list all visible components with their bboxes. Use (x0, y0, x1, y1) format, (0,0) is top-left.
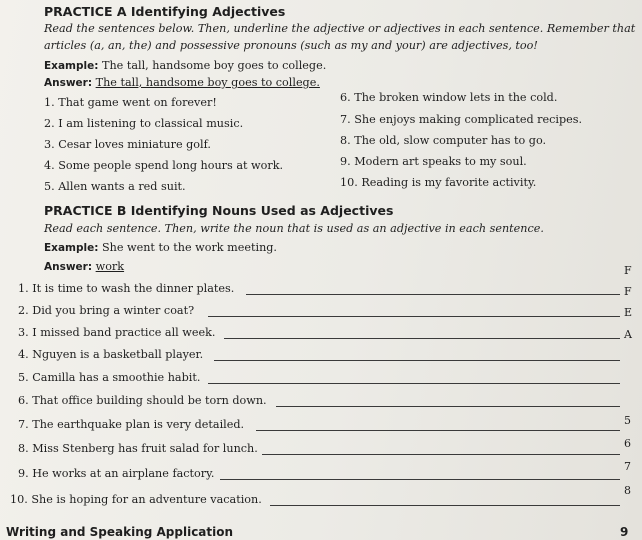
practice-a-example (44, 59, 326, 72)
practice-b-example (44, 241, 277, 254)
practice-b-item-5: 5. Camilla has a smoothie habit. (18, 371, 201, 384)
example-text: She went to the work meeting. (101, 241, 277, 254)
answer-line-2[interactable] (208, 316, 620, 317)
practice-a-item-10: 10. Reading is my favorite activity. (340, 176, 537, 189)
answer-line-3[interactable] (224, 338, 620, 339)
example-label: Example: (44, 60, 99, 72)
answer-line-6[interactable] (276, 406, 620, 407)
practice-a-item-2: 2. I am listening to classical music. (44, 117, 244, 130)
answer-line-1[interactable] (246, 294, 620, 295)
answer-line-5[interactable] (208, 383, 620, 384)
edge-glyph-8: 6 (624, 437, 631, 450)
edge-glyph-9: 7 (624, 460, 631, 473)
footer-section-title: Writing and Speaking Application (6, 525, 234, 539)
practice-b-instructions: Read each sentence. Then, write the noun that is used as an adjective in each sentence. (44, 222, 544, 235)
example-text: The tall, handsome boy goes to college. (101, 59, 327, 72)
practice-a-item-3: 3. Cesar loves miniature golf. (44, 138, 211, 151)
practice-a-heading: PRACTICE A Identifying Adjectives (44, 4, 286, 19)
edge-glyph-7: 5 (624, 414, 631, 427)
practice-a-item-8: 8. The old, slow computer has to go. (340, 134, 547, 147)
answer-label: Answer: (44, 261, 93, 273)
answer-line-4[interactable] (214, 360, 620, 361)
practice-a-item-5: 5. Allen wants a red suit. (44, 180, 186, 193)
answer-label: Answer: (44, 77, 93, 89)
example-label: Example: (44, 242, 99, 254)
answer-line-9[interactable] (220, 479, 620, 480)
answer-text: work (95, 260, 125, 273)
practice-b-item-9: 9. He works at an airplane factory. (18, 467, 215, 480)
edge-glyph-3: E (624, 306, 633, 319)
practice-b-item-3: 3. I missed band practice all week. (18, 326, 216, 339)
answer-line-7[interactable] (256, 430, 620, 431)
answer-line-10[interactable] (270, 505, 620, 506)
edge-glyph-1: F (624, 264, 632, 277)
answer-line-8[interactable] (262, 454, 620, 455)
practice-a-item-6: 6. The broken window lets in the cold. (340, 91, 558, 104)
practice-a-item-4: 4. Some people spend long hours at work. (44, 159, 284, 172)
practice-b-item-7: 7. The earthquake plan is very detailed. (18, 418, 245, 431)
practice-a-item-9: 9. Modern art speaks to my soul. (340, 155, 527, 168)
practice-b-heading: PRACTICE B Identifying Nouns Used as Adjectives (44, 203, 394, 218)
practice-b-item-10: 10. She is hoping for an adventure vacation. (10, 493, 262, 506)
answer-text: The tall, handsome boy goes to college. (95, 76, 320, 89)
practice-a-instructions-line-1: Read the sentences below. Then, underline the adjective or adjectives in each sentence. Remember that (44, 22, 636, 35)
practice-b-item-8: 8. Miss Stenberg has fruit salad for lunch. (18, 442, 258, 455)
practice-b-item-4: 4. Nguyen is a basketball player. (18, 348, 204, 361)
practice-a-instructions-line-2: articles (a, an, the) and possessive pronouns (such as my and your) are adjectives, too! (44, 39, 538, 52)
practice-a-answer (44, 76, 320, 89)
edge-glyph-4: A (624, 328, 632, 341)
practice-b-item-1: 1. It is time to wash the dinner plates. (18, 282, 235, 295)
practice-b-item-6: 6. That office building should be torn down. (18, 394, 267, 407)
practice-a-item-7: 7. She enjoys making complicated recipes. (340, 113, 583, 126)
practice-a-item-1: 1. That game went on forever! (44, 96, 217, 109)
page-number: 9 (620, 525, 629, 539)
practice-b-answer (44, 260, 124, 273)
edge-glyph-2: F (624, 285, 632, 298)
practice-b-item-2: 2. Did you bring a winter coat? (18, 304, 195, 317)
edge-glyph-10: 8 (624, 484, 631, 497)
